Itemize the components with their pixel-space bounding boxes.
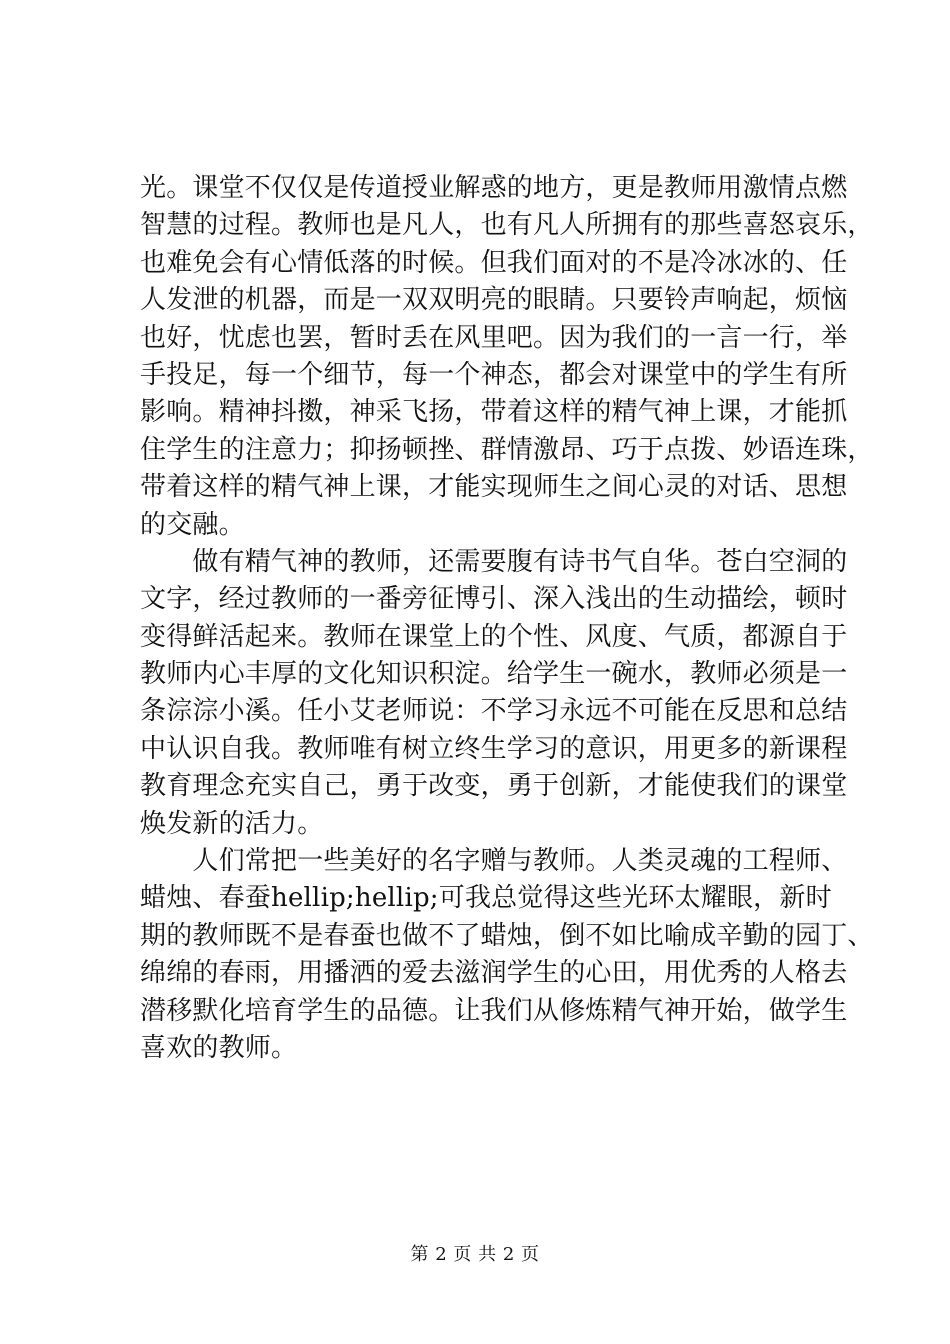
text-line: 影响。精神抖擞，神采飞扬，带着这样的精气神上课，才能抓 [140, 397, 848, 428]
text-line: 住学生的注意力；抑扬顿挫、群情激昂、巧于点拨、妙语连珠， [140, 434, 874, 465]
text-line: 教育理念充实自己，勇于改变，勇于创新，才能使我们的课堂 [140, 771, 848, 802]
text-line: 人发泄的机器，而是一双双明亮的眼睛。只要铃声响起，烦恼 [140, 285, 848, 316]
text-line: 变得鲜活起来。教师在课堂上的个性、风度、气质，都源自于 [140, 621, 848, 652]
text-line: 带着这样的精气神上课，才能实现师生之间心灵的对话、思想 [140, 472, 848, 503]
text-line: 期的教师既不是春蚕也做不了蜡烛，倒不如比喻成辛勤的园丁、 [140, 920, 874, 951]
text-line: 绵绵的春雨，用播洒的爱去滋润学生的心田，用优秀的人格去 [140, 958, 848, 989]
text-line: 也好，忧虑也罢，暂时丢在风里吧。因为我们的一言一行，举 [140, 322, 848, 353]
text-line: 喜欢的教师。 [140, 1032, 298, 1063]
text-line: 做有精气神的教师，还需要腹有诗书气自华。苍白空洞的 [140, 546, 848, 577]
text-line: 智慧的过程。教师也是凡人，也有凡人所拥有的那些喜怒哀乐， [140, 210, 874, 241]
text-line: 光。课堂不仅仅是传道授业解惑的地方，更是教师用激情点燃 [140, 173, 848, 203]
text-line: 教师内心丰厚的文化知识积淀。给学生一碗水，教师必须是一 [140, 659, 848, 690]
text-line: 人们常把一些美好的名字赠与教师。人类灵魂的工程师、 [140, 846, 848, 877]
text-line: 中认识自我。教师唯有树立终生学习的意识，用更多的新课程 [140, 733, 848, 764]
text-line: 也难免会有心情低落的时候。但我们面对的不是冷冰冰的、任 [140, 247, 848, 278]
text-line: 文字，经过教师的一番旁征博引、深入浅出的生动描绘，顿时 [140, 584, 848, 615]
text-line: 手投足，每一个细节，每一个神态，都会对课堂中的学生有所 [140, 359, 848, 390]
text-line: 蜡烛、春蚕hellip;hellip;可我总觉得这些光环太耀眼，新时 [140, 883, 832, 914]
text-line: 条淙淙小溪。任小艾老师说：不学习永远不可能在反思和总结 [140, 696, 848, 727]
text-line: 潜移默化培育学生的品德。让我们从修炼精气神开始，做学生 [140, 995, 848, 1026]
page-number-label: 第 2 页 共 2 页 [410, 1244, 540, 1265]
text-line: 焕发新的活力。 [140, 808, 324, 839]
body-text [140, 170, 874, 1067]
page-footer [0, 1243, 950, 1267]
text-line: 的交融。 [140, 509, 245, 540]
